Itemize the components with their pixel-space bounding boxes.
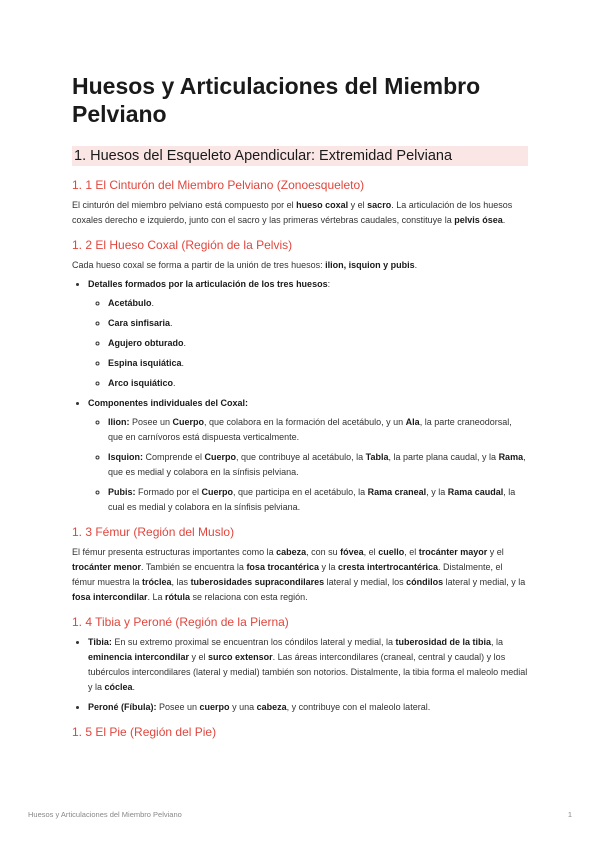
list-item <box>108 296 528 311</box>
bold-term: Acetábulo <box>108 298 152 308</box>
bold-term: cuerpo <box>199 702 230 712</box>
bold-term: Detalles formados por la articulación de los tres huesos <box>88 279 328 289</box>
text: , y la <box>426 487 448 497</box>
bold-term: trocánter mayor <box>418 547 488 557</box>
components-sublist <box>88 415 528 515</box>
list-item-details <box>88 277 528 391</box>
list-item-isquion <box>108 450 528 480</box>
text: . <box>181 358 185 368</box>
bold-term: eminencia intercondilar <box>88 652 190 662</box>
bold-term: Cuerpo <box>201 487 234 497</box>
bold-term: cabeza <box>256 702 287 712</box>
text: . <box>151 298 155 308</box>
text: , la parte craneodorsal, que en carnívoros está dispuesta verticalmente. <box>108 417 512 442</box>
bold-term: Tibia: <box>88 637 112 647</box>
bold-term: tuberosidades supracondilares <box>190 577 325 587</box>
text: Formado por el <box>135 487 202 497</box>
text: . <box>414 260 418 270</box>
bold-term: Rama craneal <box>367 487 427 497</box>
text: : <box>327 279 331 289</box>
list-item-ilion <box>108 415 528 445</box>
bold-term: rótula <box>165 592 191 602</box>
document-title: Huesos y Articulaciones del Miembro Pelviano <box>72 73 481 127</box>
text: . Las áreas intercondilares (craneal, central y caudal) y los tubérculos intercondilares (lateral y medial) también son notorios. Distalmente, la tibia forma el maleolo medial y la <box>88 652 528 692</box>
subsection-heading-1-2: 1. 2 El Hueso Coxal (Región de la Pelvis) <box>72 238 293 252</box>
text: Comprende el <box>143 452 205 462</box>
bold-term: hueso coxal <box>296 200 349 210</box>
bold-term: Ala <box>405 417 420 427</box>
text: , que participa en el acetábulo, la <box>233 487 368 497</box>
bold-term: Ilion: <box>108 417 130 427</box>
paragraph-cinturon <box>72 198 528 228</box>
text: . También se encuentra la <box>141 562 247 572</box>
footer-title: Huesos y Articulaciones del Miembro Pelviano <box>28 810 182 819</box>
list-item-components <box>88 396 528 515</box>
bold-term: sacro <box>367 200 392 210</box>
list-item <box>108 316 528 331</box>
text: . <box>132 682 136 692</box>
bold-term: Cara sinfisaria <box>108 318 171 328</box>
list-item-tibia <box>88 635 528 695</box>
bold-term: Agujero obturado <box>108 338 184 348</box>
bold-term: cóndilos <box>406 577 444 587</box>
text: . La <box>147 592 166 602</box>
text: El cinturón del miembro pelviano está compuesto por el <box>72 200 297 210</box>
text: , y contribuye con el maleolo lateral. <box>286 702 431 712</box>
bold-term: cabeza <box>276 547 307 557</box>
page-footer <box>28 810 572 819</box>
text: , que colabora en la formación del acetábulo, y un <box>204 417 406 427</box>
bold-term: Pubis: <box>108 487 136 497</box>
text: , el <box>404 547 419 557</box>
text: El fémur presenta estructuras importantes como la <box>72 547 277 557</box>
bold-term: cresta intertrocantérica <box>337 562 439 572</box>
bold-term: cóclea <box>104 682 133 692</box>
text: Cada hueso coxal se forma a partir de la unión de tres huesos: <box>72 260 326 270</box>
list-item <box>108 356 528 371</box>
paragraph-coxal-intro <box>72 258 528 273</box>
text: En su extremo proximal se encuentran los cóndilos lateral y medial, la <box>111 637 396 647</box>
details-sublist <box>88 296 528 391</box>
text: . <box>183 338 187 348</box>
text: . Distalmente, el fémur muestra la <box>72 562 503 587</box>
text: se relaciona con esta región. <box>190 592 308 602</box>
page-number: 1 <box>567 810 572 819</box>
paragraph-femur <box>72 545 528 605</box>
text: Posee un <box>156 702 200 712</box>
bold-term: pelvis ósea <box>454 215 503 225</box>
text: , que es medial y colabora en la sínfisis pelviana. <box>108 452 526 477</box>
bold-term: Cuerpo <box>172 417 205 427</box>
text: y el <box>348 200 368 210</box>
subsection-heading-1-3: 1. 3 Fémur (Región del Muslo) <box>72 525 235 539</box>
text: . La articulación de los huesos coxales derecho e izquierdo, junto con el sacro y las primeras vértebras caudales, constituye la <box>72 200 513 225</box>
bold-term: fóvea <box>340 547 364 557</box>
bold-term: surco extensor <box>208 652 273 662</box>
text: . <box>170 318 173 328</box>
subsection-heading-1-4: 1. 4 Tibia y Peroné (Región de la Pierna) <box>72 615 289 629</box>
bold-term: ilion, isquion y pubis <box>325 260 415 270</box>
text: y el <box>487 547 504 557</box>
pierna-list <box>72 635 528 715</box>
bold-term: Tabla <box>365 452 389 462</box>
bold-term: fosa trocantérica <box>246 562 319 572</box>
list-item <box>108 376 528 391</box>
text: , la parte plana caudal, y la <box>388 452 499 462</box>
bold-term: Peroné (Fíbula): <box>88 702 157 712</box>
text: . <box>173 378 176 388</box>
bold-term: fosa intercondilar <box>72 592 148 602</box>
bold-term: Rama caudal <box>447 487 504 497</box>
document-content <box>72 72 528 745</box>
text: , con su <box>306 547 341 557</box>
text: y una <box>229 702 257 712</box>
text: , la cual es medial y colabora en la sínfisis pelviana. <box>108 487 516 512</box>
subsection-heading-1-1: 1. 1 El Cinturón del Miembro Pelviano (Zonoesqueleto) <box>72 178 365 192</box>
subsection-heading-1-5: 1. 5 El Pie (Región del Pie) <box>72 725 217 739</box>
bold-term: Espina isquiática <box>108 358 182 368</box>
bold-term: cuello <box>378 547 405 557</box>
list-item <box>108 336 528 351</box>
bold-term: Componentes individuales del Coxal: <box>88 398 249 408</box>
text: . <box>502 215 506 225</box>
text: lateral y medial, los <box>324 577 407 587</box>
list-item-pubis <box>108 485 528 515</box>
bold-term: tróclea <box>142 577 172 587</box>
bold-term: Rama <box>498 452 524 462</box>
text: , la <box>491 637 504 647</box>
text: lateral y medial, y la <box>443 577 526 587</box>
text: , las <box>171 577 191 587</box>
bold-term: Isquion: <box>108 452 143 462</box>
bold-term: Arco isquiático <box>108 378 174 388</box>
text: y la <box>318 562 338 572</box>
coxal-list <box>72 277 528 515</box>
bold-term: trocánter menor <box>72 562 142 572</box>
bold-term: Cuerpo <box>204 452 237 462</box>
list-item-perone <box>88 700 528 715</box>
text: , que contribuye al acetábulo, la <box>236 452 366 462</box>
text: , el <box>363 547 379 557</box>
text: y el <box>189 652 209 662</box>
section-heading-1: 1. Huesos del Esqueleto Apendicular: Extremidad Pelviana <box>72 146 528 166</box>
text: Posee un <box>129 417 173 427</box>
bold-term: tuberosidad de la tibia <box>395 637 491 647</box>
